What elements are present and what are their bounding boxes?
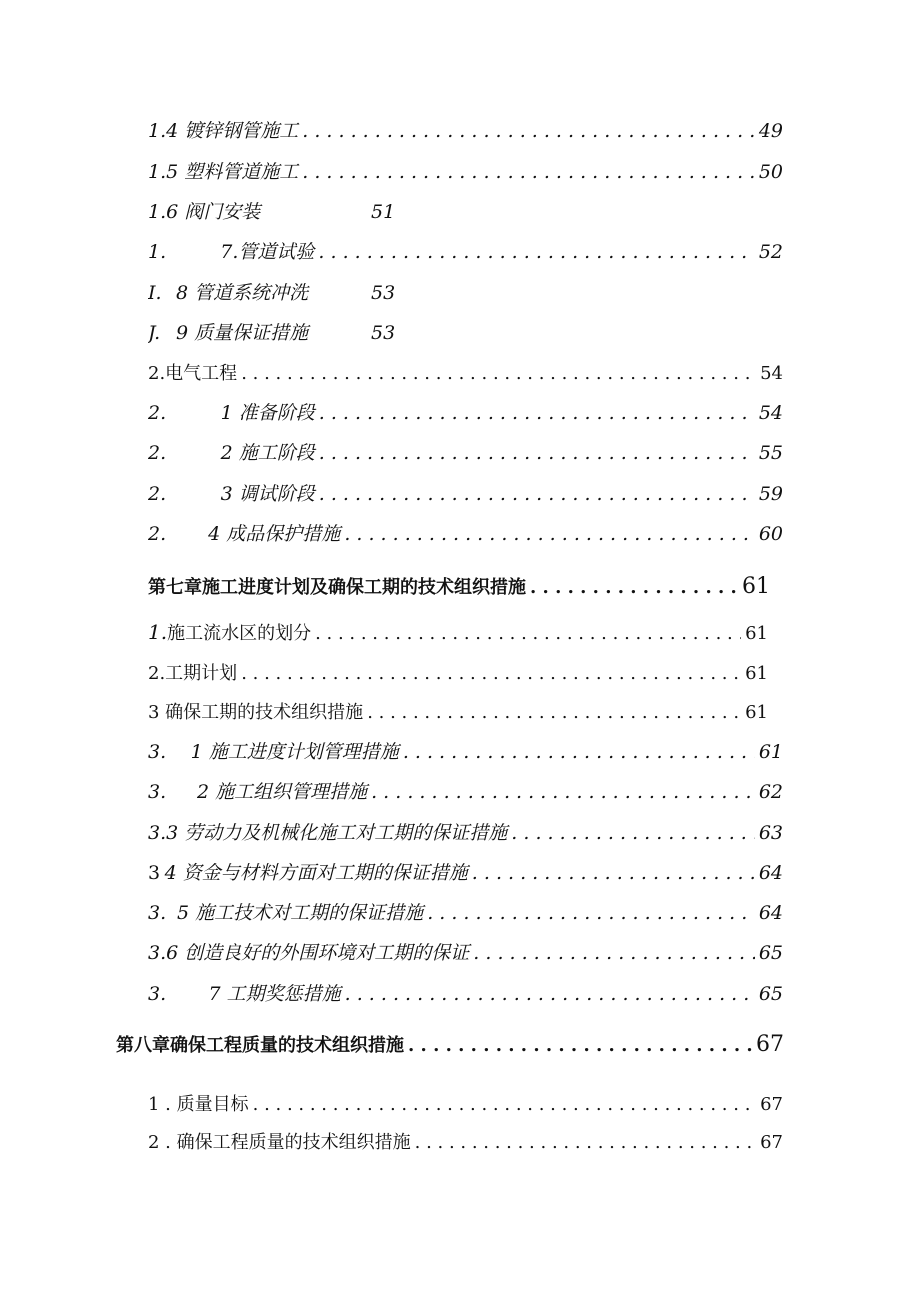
dot-leader [318, 241, 754, 263]
entry-title: 1.5 塑料管道施工 [148, 161, 299, 183]
page-number: 64 [758, 902, 783, 924]
entry-title: 2 施工阶段 [220, 442, 315, 464]
entry-number: 2. [148, 523, 167, 545]
entry-title: 3 调试阶段 [220, 483, 315, 505]
toc-entry[interactable] [148, 398, 783, 425]
entry-title: 7 工期奖惩措施 [208, 983, 341, 1005]
entry-title: 1 施工进度计划管理措施 [190, 741, 399, 763]
toc-entry[interactable] [148, 157, 783, 184]
toc-entry[interactable] [148, 318, 395, 345]
toc-entry[interactable] [148, 898, 783, 925]
dot-leader [530, 577, 738, 598]
chapter-title: 第八章确保工程质量的技术组织措施 [116, 1035, 404, 1056]
toc-entry[interactable] [148, 237, 783, 264]
entry-title: 1 准备阶段 [220, 402, 315, 424]
dot-leader [408, 1035, 752, 1056]
page-number: 53 [371, 322, 396, 344]
entry-title: 1.4 镀锌钢管施工 [148, 120, 299, 142]
toc-entry[interactable] [148, 1128, 783, 1154]
entry-title: 施工流水区的划分 [167, 623, 312, 644]
dot-leader [415, 1132, 756, 1153]
entry-number: 2. [148, 442, 167, 464]
entry-title: 5 施工技术对工期的保证措施 [177, 902, 424, 924]
dot-leader [319, 442, 755, 464]
toc-entry[interactable] [148, 777, 783, 804]
entry-number: J. [148, 322, 161, 344]
entry-title: 2 . 确保工程质量的技术组织措施 [148, 1132, 411, 1153]
dot-leader [319, 483, 755, 505]
toc-entry[interactable] [148, 197, 395, 224]
toc-entry[interactable] [148, 1090, 783, 1116]
entry-number: 1. [148, 620, 168, 644]
dot-leader [427, 902, 755, 924]
dot-leader [302, 161, 755, 183]
dot-leader [511, 822, 755, 844]
entry-title: 4 成品保护措施 [208, 523, 341, 545]
entry-number: 2. [148, 402, 167, 424]
dot-leader [253, 1094, 756, 1115]
toc-entry[interactable] [148, 818, 783, 845]
entry-title: 9 质量保证措施 [176, 322, 309, 344]
page-number: 61 [745, 663, 768, 684]
toc-entry[interactable] [148, 479, 783, 506]
page-number: 65 [758, 942, 783, 964]
page-number: 51 [371, 201, 396, 223]
toc-entry[interactable] [148, 519, 783, 546]
page-number: 67 [760, 1094, 783, 1115]
entry-number: 2 [148, 663, 160, 684]
entry-title: 3 劳动力及机械化施工对工期的保证措施 [166, 822, 508, 844]
chapter-heading[interactable] [148, 573, 770, 599]
toc-entry[interactable] [148, 359, 783, 385]
dot-leader [315, 623, 741, 644]
page-number: 63 [758, 822, 783, 844]
entry-title: 8 管道系统冲洗 [176, 282, 309, 304]
entry-title: 3 确保工期的技术组织措施 [148, 702, 364, 723]
page-number: 62 [758, 781, 783, 803]
entry-number: 3 [148, 741, 161, 763]
toc-entry[interactable] [148, 116, 783, 143]
page-number: 67 [756, 1032, 784, 1057]
entry-number-dot: . [160, 741, 167, 763]
page-number: 65 [758, 983, 783, 1005]
entry-number: I. [148, 282, 162, 304]
page-number: 61 [745, 623, 768, 644]
page-number: 54 [758, 402, 783, 424]
entry-title: 1.6 阀门安装 [148, 201, 261, 223]
chapter-title: 第七章施工进度计划及确保工期的技术组织措施 [148, 577, 526, 598]
entry-number: 3 [148, 862, 161, 884]
toc-entry[interactable] [148, 938, 783, 965]
entry-number: 1. [148, 241, 167, 263]
page-number: 54 [760, 363, 783, 384]
entry-title: 2 施工组织管理措施 [196, 781, 368, 803]
entry-number: 2. [148, 483, 167, 505]
page-number: 49 [758, 120, 783, 142]
page-number: 60 [758, 523, 783, 545]
page-number: 64 [758, 862, 783, 884]
entry-title: 6 创造良好的外围环境对工期的保证 [166, 942, 470, 964]
dot-leader [367, 702, 741, 723]
dot-leader [302, 120, 755, 142]
dot-leader [241, 663, 741, 684]
entry-number: 3. [148, 822, 167, 844]
dot-leader [344, 523, 755, 545]
toc-entry[interactable] [148, 698, 768, 724]
entry-number: 3. [148, 781, 167, 803]
toc-entry[interactable] [148, 659, 768, 685]
dot-leader [472, 862, 755, 884]
entry-number: 3. [148, 902, 167, 924]
page-number: 61 [758, 741, 783, 763]
page-number: 61 [742, 574, 770, 599]
dot-leader [371, 781, 755, 803]
page-number: 67 [760, 1132, 783, 1153]
dot-leader [403, 741, 755, 763]
entry-title: 4 资金与材料方面对工期的保证措施 [164, 862, 468, 884]
toc-entry[interactable] [148, 858, 783, 885]
entry-title: .工期计划 [159, 663, 238, 684]
entry-number: 3. [148, 983, 167, 1005]
entry-title: 2.电气工程 [148, 363, 238, 384]
page-number: 53 [371, 282, 396, 304]
dot-leader [345, 983, 755, 1005]
entry-title: 7.管道试验 [220, 241, 315, 263]
page-number: 59 [758, 483, 783, 505]
dot-leader [319, 402, 755, 424]
toc-entry[interactable] [148, 737, 783, 764]
toc-entry[interactable] [148, 979, 783, 1006]
toc-entry[interactable] [148, 438, 783, 465]
entry-number: 3. [148, 942, 167, 964]
page-number: 55 [758, 442, 783, 464]
entry-title: 1 . 质量目标 [148, 1094, 249, 1115]
toc-entry[interactable] [148, 278, 395, 305]
chapter-heading[interactable] [116, 1031, 784, 1057]
page-number: 52 [758, 241, 783, 263]
page-number: 50 [758, 161, 783, 183]
toc-entry[interactable] [148, 619, 768, 645]
dot-leader [241, 363, 756, 384]
page-number: 61 [745, 702, 768, 723]
dot-leader [473, 942, 755, 964]
